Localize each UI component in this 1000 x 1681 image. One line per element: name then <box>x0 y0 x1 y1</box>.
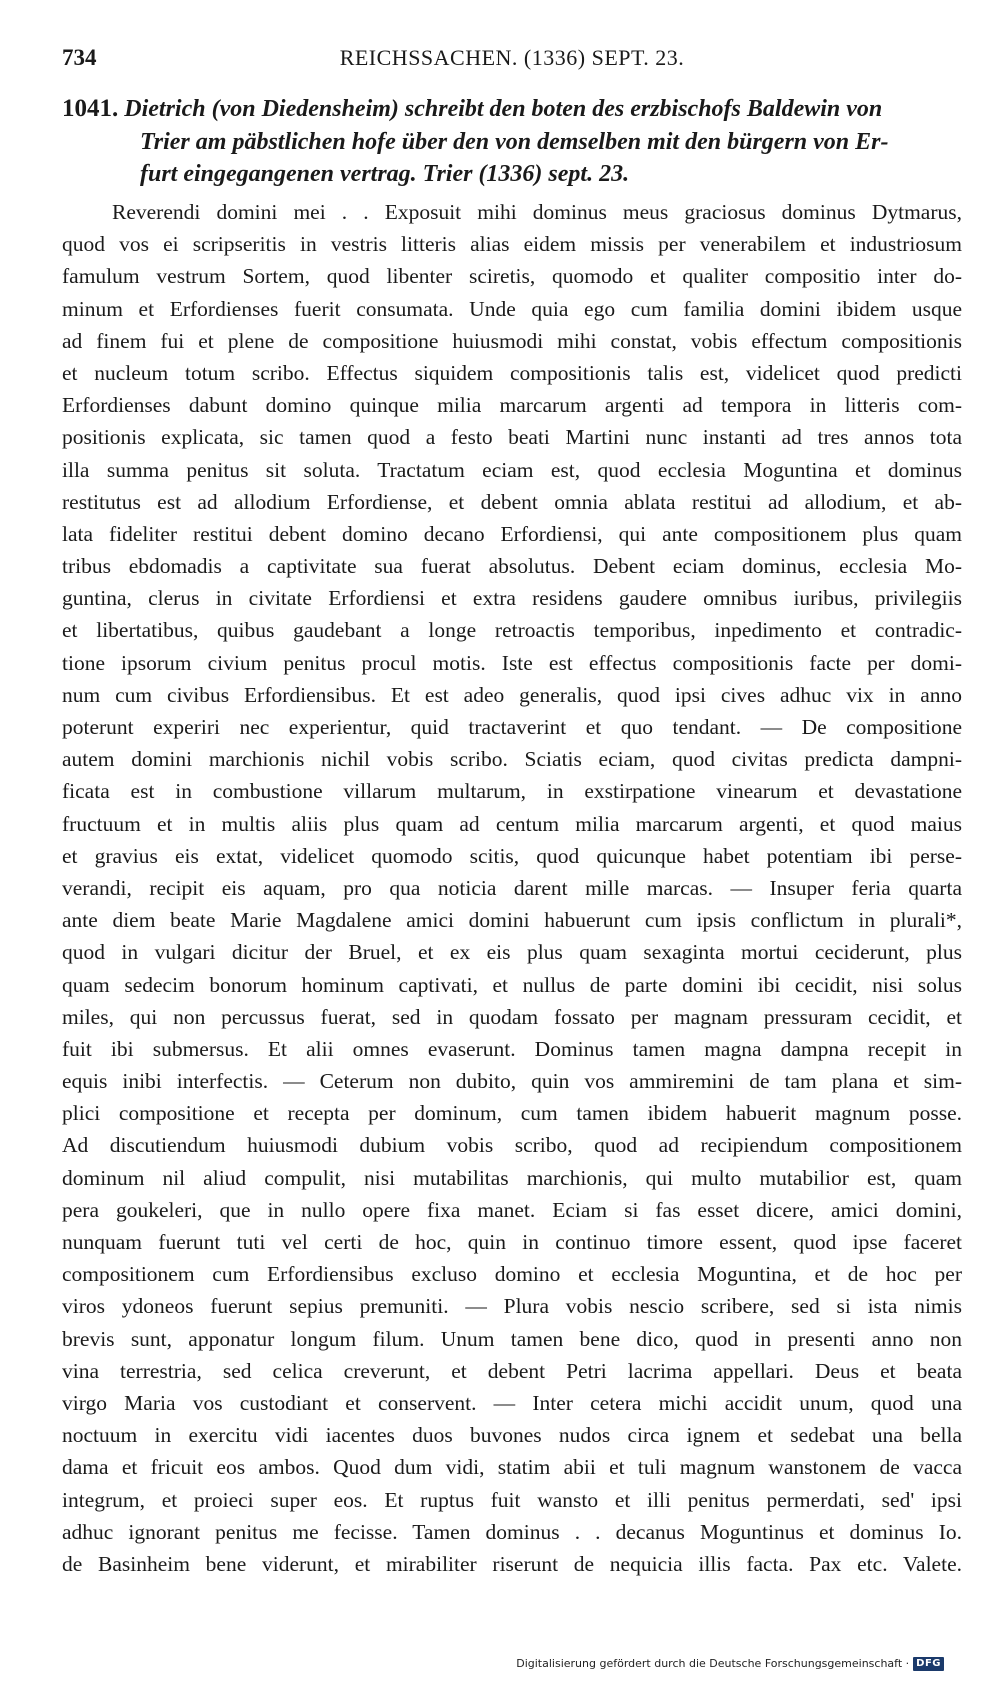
text-line: et gravius eis extat, videlicet quomodo scitis, quod quicunque habet potentiam ibi perse- <box>62 843 962 868</box>
text-line: autem domini marchionis nichil vobis scribo. Sciatis eciam, quod civitas predicta dampni- <box>62 747 962 772</box>
heading-line <box>62 93 962 126</box>
text-line: tione ipsorum civium penitus procul motis. Iste est effectus compositionis facte per domi- <box>62 650 962 675</box>
text-line: plici compositione et recepta per dominum, cum tamen ibidem habuerit magnum posse. <box>62 1101 962 1126</box>
heading-line <box>62 158 962 191</box>
text-line: equis inibi interfectis. — Ceterum non dubito, quin vos ammiremini de tam plana et sim- <box>62 1069 962 1094</box>
text-line: dama et fricuit eos ambos. Quod dum vidi, statim abii et tuli magnum wanstonem de vacca <box>62 1455 962 1480</box>
text-line: fuit ibi submersus. Et alii omnes evaserunt. Dominus tamen magna dampna recepit in <box>62 1036 962 1061</box>
text-line: num cum civibus Erfordiensibus. Et est adeo generalis, quod ipsi cives adhuc vix in anno <box>62 682 962 707</box>
text-line: nunquam fuerunt tuti vel certi de hoc, quin in continuo timore essent, quod ipse faceret <box>62 1230 962 1254</box>
document-number: 1041. <box>62 95 119 122</box>
text-line: Ad discutiendum huiusmodi dubium vobis scribo, quod ad recipiendum compositionem <box>62 1133 962 1158</box>
text-line: noctuum in exercitu vidi iacentes duos buvones nudos circa ignem et sedebat una bella <box>62 1423 962 1448</box>
text-line: illa summa penitus sit soluta. Tractatum eciam est, quod ecclesia Moguntina et dominus <box>62 457 962 482</box>
text-line: de Basinheim bene viderunt, et mirabiliter riserunt de nequicia illis facta. Pax etc. Valete. <box>62 1551 962 1576</box>
text-line: minum et Erfordienses fuerit consumata. Unde quia ego cum familia domini ibidem usque <box>62 296 962 321</box>
text-line: positionis explicata, sic tamen quod a festo beati Martini nunc instanti ad tres annos tota <box>62 425 962 450</box>
text-line: guntina, clerus in civitate Erfordiensi et extra residens gaudere omnibus iuribus, privilegiis <box>62 586 962 611</box>
text-line: dominum nil aliud compulit, nisi mutabilitas marchionis, qui multo mutabilior est, quam <box>62 1165 962 1190</box>
digitization-credit <box>516 1655 944 1673</box>
text-line: poterunt experiri nec experientur, quid tractaverint et quo tendant. — De compositione <box>62 715 962 739</box>
text-line: quod vos ei scripseritis in vestris litteris alias eidem missis per venerabilem et industriosum <box>62 232 962 257</box>
text-line: lata fideliter restitui debent domino decano Erfordiensi, qui ante compositionem plus quam <box>62 521 962 546</box>
text-line: et libertatibus, quibus gaudebant a longe retroactis temporibus, inpedimento et contradic- <box>62 618 962 643</box>
text-line: Erfordienses dabunt domino quinque milia marcarum argenti ad tempora in litteris com- <box>62 393 962 418</box>
text-line: ad finem fui et plene de compositione huiusmodi mihi constat, vobis effectum compositionis <box>62 328 962 353</box>
text-line: quod in vulgari dicitur der Bruel, et ex eis plus quam sexaginta mortui ceciderunt, plus <box>62 940 962 965</box>
heading-title-line: Dietrich (von Diedensheim) schreibt den boten des erzbischofs Baldewin von <box>124 96 883 122</box>
page-number: 734 <box>62 45 97 70</box>
text-line: fructuum et in multis aliis plus quam ad centum milia marcarum argenti, et quod maius <box>62 811 962 836</box>
text-line: adhuc ignorant penitus me fecisse. Tamen dominus . . decanus Moguntinus et dominus Io. <box>62 1519 962 1544</box>
text-line: miles, qui non percussus fuerat, sed in quodam fossato per magnam pressuram cecidit, et <box>62 1004 962 1029</box>
text-line: ante diem beate Marie Magdalene amici domini habuerunt cum ipsis conflictum in plurali*, <box>62 908 962 933</box>
heading-title-line: Trier am päbstlichen hofe über den von demselben mit den bürgern von Er- <box>140 128 889 155</box>
text-line: verandi, recipit eis aquam, pro qua noticia darent mille marcas. — Insuper feria quarta <box>62 875 962 900</box>
text-line: vina terrestria, sed celica creverunt, et debent Petri lacrima appellari. Deus et beata <box>62 1358 962 1383</box>
document-heading <box>62 93 962 191</box>
text-line: ficata est in combustione villarum multarum, in exstirpatione vinearum et devastatione <box>62 779 962 804</box>
text-line: tribus ebdomadis a captivitate sua fuerat absolutus. Debent eciam dominus, ecclesia Mo- <box>62 554 962 579</box>
text-line: et nucleum totum scribo. Effectus siquidem compositionis talis est, videlicet quod predicti <box>62 360 962 385</box>
text-line: restitutus est ad allodium Erfordiense, et debent omnia ablata restitui ad allodium, et ab- <box>62 489 962 514</box>
text-line: pera goukeleri, que in nullo opere fixa manet. Eciam si fas esset dicere, amici domini, <box>62 1197 962 1222</box>
heading-line <box>62 126 962 159</box>
running-head <box>62 40 962 76</box>
text-line: integrum, et proieci super eos. Et ruptus fuit wansto et illi penitus permerdati, sed' ipsi <box>62 1487 962 1512</box>
text-line: virgo Maria vos custodiant et conservent. — Inter cetera michi accidit unum, quod una <box>62 1390 962 1415</box>
text-line: viros ydoneos fuerunt sepius premuniti. — Plura vobis nescio scribere, sed si ista nimis <box>62 1294 962 1319</box>
dfg-logo: DFG <box>913 1657 944 1671</box>
text-line: brevis sunt, apponatur longum filum. Unum tamen bene dico, quod in presenti anno non <box>62 1326 962 1351</box>
text-line: quam sedecim bonorum hominum captivati, et nullus de parte domini ibi cecidit, nisi solus <box>62 972 962 997</box>
text-line: compositionem cum Erfordiensibus excluso domino et ecclesia Moguntina, et de hoc per <box>62 1262 962 1287</box>
text-line: Reverendi domini mei . . Exposuit mihi dominus meus graciosus dominus Dytmarus, <box>112 200 962 224</box>
text-line: famulum vestrum Sortem, quod libenter sciretis, quomodo et qualiter compositio inter do- <box>62 264 962 289</box>
letter-body <box>62 196 962 1580</box>
running-title: REICHSSACHEN. (1336) SEPT. 23. <box>339 45 685 70</box>
heading-title-line: furt eingegangenen vertrag. Trier (1336) sept. 23. <box>140 161 630 187</box>
credit-text: Digitalisierung gefördert durch die Deutsche Forschungsgemeinschaft · <box>516 1657 910 1670</box>
